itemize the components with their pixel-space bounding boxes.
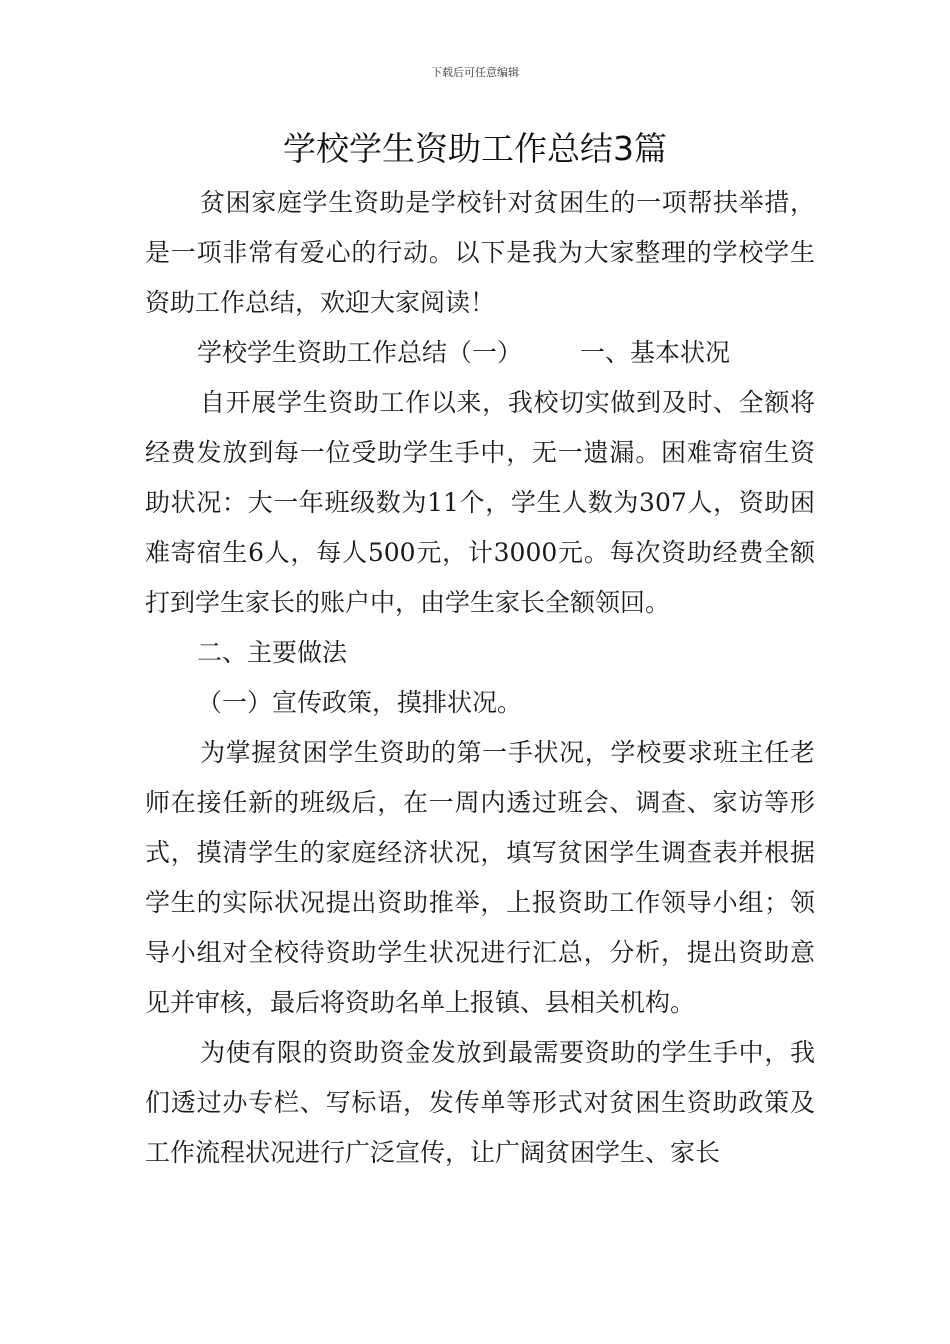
subsection-heading-publicity: （一）宣传政策，摸排状况。 bbox=[197, 688, 523, 717]
document-title: 学校学生资助工作总结3篇 bbox=[283, 129, 667, 168]
paragraph-investigation: 为掌握贫困学生资助的第一手状况，学校要求班主任老师在接任新的班级后，在一周内透过班会、调查、家访等形式，摸清学生的家庭经济状况，填写贫困学生调查表并根据学生的实际状况提出资助推举，上报资助工作领导小组；领导小组对全校待资助学生状况进行汇总，分析，提出资助意见并审核，最后将资助名单上报镇、县相关机构。 bbox=[145, 738, 815, 1017]
header-note: 下载后可任意编辑 bbox=[431, 66, 519, 79]
paragraph-basic-situation: 自开展学生资助工作以来，我校切实做到及时、全额将经费发放到每一位受助学生手中，无一遗漏。困难寄宿生资助状况：大一年班级数为11个，学生人数为307人，资助困难寄宿生6人，每人500元，计3000元。每次资助经费全额打到学生家长的账户中，由学生家长全额领回。 bbox=[145, 388, 815, 617]
subsection-heading-main-practices: 二、主要做法 bbox=[197, 638, 348, 667]
subsection-heading: 一、基本状况 bbox=[580, 338, 731, 367]
paragraph-publicity: 为使有限的资助资金发放到最需要资助的学生手中，我们透过办专栏、写标语，发传单等形式对贫困生资助政策及工作流程状况进行广泛宣传，让广阔贫困学生、家长 bbox=[145, 1038, 815, 1167]
section-heading-line bbox=[145, 328, 815, 378]
section-title: 学校学生资助工作总结（一） bbox=[197, 338, 523, 367]
intro-paragraph: 贫困家庭学生资助是学校针对贫困生的一项帮扶举措，是一项非常有爱心的行动。以下是我为大家整理的学校学生资助工作总结，欢迎大家阅读！ bbox=[145, 188, 815, 317]
document-body bbox=[145, 178, 815, 1178]
